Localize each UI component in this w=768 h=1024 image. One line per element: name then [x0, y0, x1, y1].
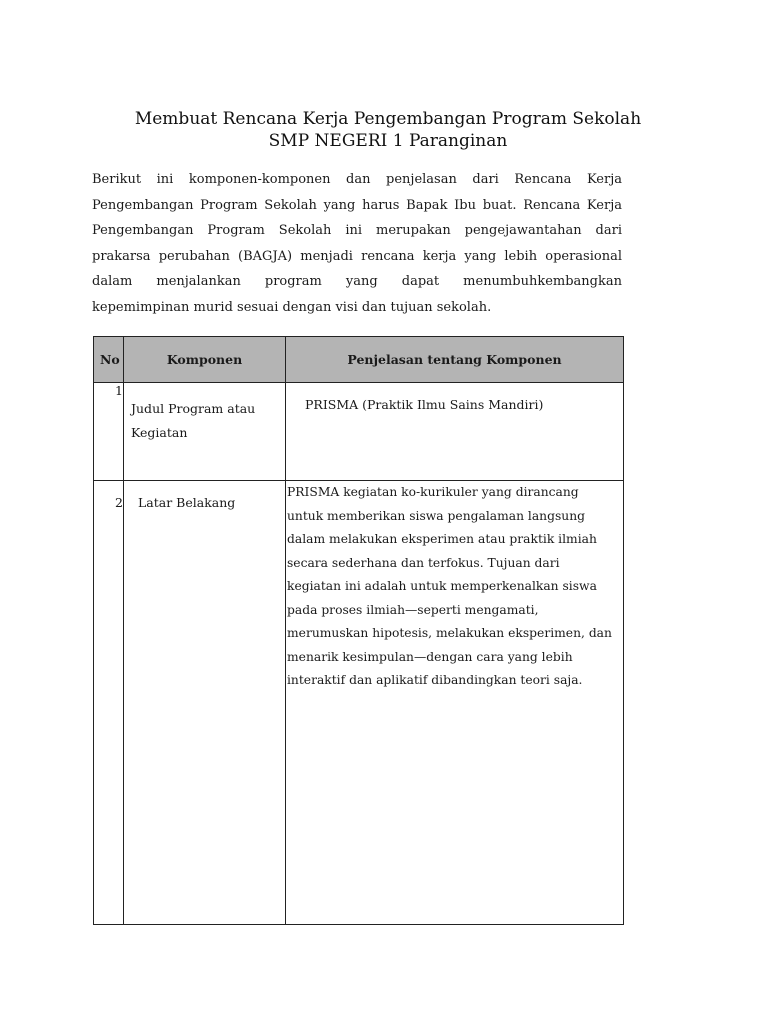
row-number: 1 [94, 383, 124, 481]
header-no: No [94, 337, 124, 383]
komponen-cell: Latar Belakang [124, 481, 286, 925]
program-table [93, 336, 624, 925]
row-number: 2 [94, 481, 124, 925]
penjelasan-cell: PRISMA kegiatan ko-kurikuler yang dirancang untuk memberikan siswa pengalaman langsung dalam melakukan eksperimen atau praktik ilmiah secara sederhana dan terfokus. Tujuan dari kegiatan ini adalah untuk memperkenalkan siswa pada proses ilmiah—seperti mengamati, merumuskan hipotesis, melakukan eksperimen, dan menarik kesimpulan—dengan cara yang lebih interaktif dan aplikatif dibandingkan teori saja. [286, 481, 624, 925]
school-name: SMP NEGERI 1 Paranginan [268, 131, 508, 151]
intro-paragraph: Berikut ini komponen-komponen dan penjelasan dari Rencana Kerja Pengembangan Program Sekolah yang harus Bapak Ibu buat. Rencana Kerja Pengembangan Program Sekolah ini merupakan pengejawantahan dari prakarsa perubahan (BAGJA) menjadi rencana kerja yang lebih operasional dalam menjalankan program yang dapat menumbuhkembangkan kepemimpinan murid sesuai dengan visi dan tujuan sekolah. [92, 172, 622, 315]
header-penjelasan: Penjelasan tentang Komponen [286, 337, 624, 383]
penjelasan-cell: PRISMA (Praktik Ilmu Sains Mandiri) [286, 383, 624, 481]
table-row [94, 481, 624, 925]
komponen-cell: Judul Program atau Kegiatan [124, 383, 286, 481]
table-header-row [94, 337, 624, 383]
table-row [94, 383, 624, 481]
document-title: Membuat Rencana Kerja Pengembangan Program Sekolah [134, 109, 642, 129]
header-komponen: Komponen [124, 337, 286, 383]
